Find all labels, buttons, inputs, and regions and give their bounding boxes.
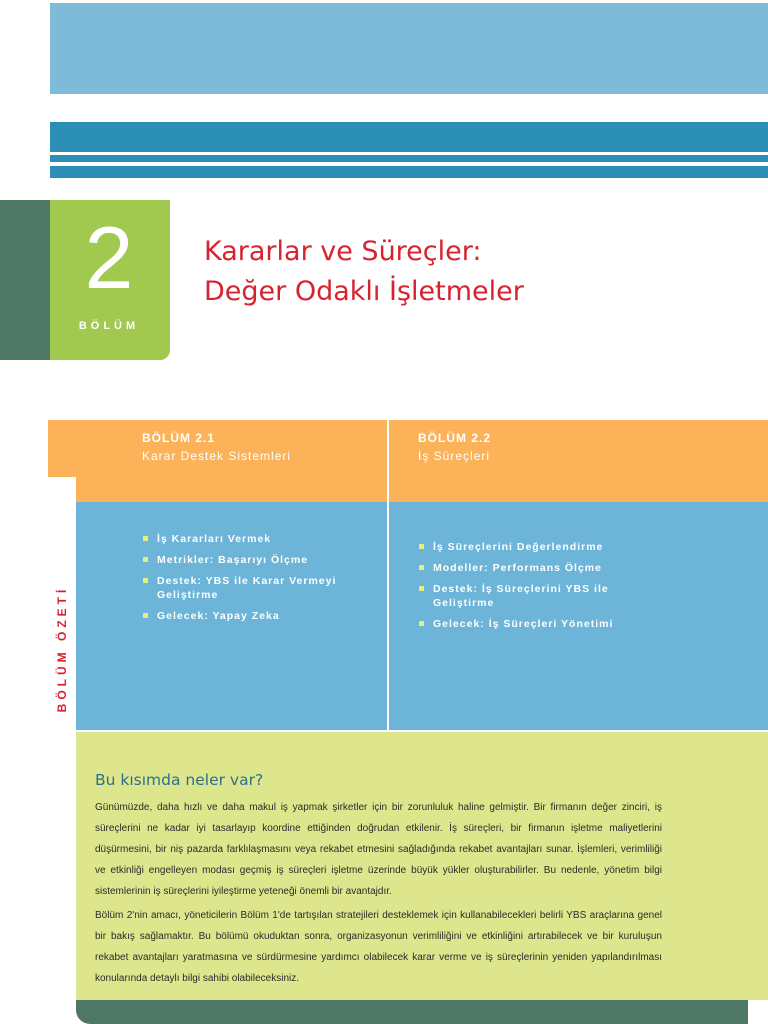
intro-paragraph: Günümüzde, daha hızlı ve daha makul iş yapmak şirketler için bir zorunluluk haline gelmiştir. Bir firmanın değer zinciri, iş süreçlerini ne kadar iyi tasarlayıp koordine ettiğinden doğrudan etkilenir. İş süreçleri, bir firmanın işletme maliyetlerini düşürmesini, bir niş pazarda farklılaşmasını veya rekabet etmesini sağladığında rekabet avantajları sunar. İşlemleri, verimliliği ve etkinliği engelleyen modası geçmiş iş süreçleri işletme üzerinde büyük yükler oluşturabilirler. Bu nedenle, yönetim bilgi sistemlerinin iş süreçlerini iyileştirme yeteneği önemli bir avantajdır. bbox=[95, 802, 662, 897]
bullet-icon bbox=[419, 565, 424, 570]
chapter-label: BÖLÜM bbox=[78, 320, 140, 332]
header-band bbox=[50, 3, 768, 94]
list-item: İş Kararları Vermek bbox=[143, 532, 358, 546]
list-item: Gelecek: Yapay Zeka bbox=[143, 609, 358, 623]
section-2-1-header bbox=[142, 429, 291, 465]
footer-gap bbox=[748, 1000, 768, 1024]
list-item: Destek: YBS ile Karar Vermeyi Geliştirme bbox=[143, 574, 358, 602]
list-item: İş Süreçlerini Değerlendirme bbox=[419, 540, 629, 554]
chapter-title-line: Kararlar ve Süreçler: bbox=[204, 236, 482, 267]
bullet-icon bbox=[143, 557, 148, 562]
bullet-icon bbox=[143, 578, 148, 583]
footer-bar bbox=[76, 1000, 748, 1024]
bullet-icon bbox=[143, 613, 148, 618]
bullet-icon bbox=[419, 621, 424, 626]
bullet-icon bbox=[419, 544, 424, 549]
column-divider bbox=[387, 420, 389, 730]
intro-heading: Bu kısımda neler var? bbox=[95, 771, 264, 789]
chapter-title bbox=[204, 232, 744, 312]
section-number: BÖLÜM 2.1 bbox=[142, 431, 216, 445]
section-2-2-header bbox=[418, 429, 491, 465]
section-number: BÖLÜM 2.2 bbox=[418, 431, 492, 445]
summary-side-strip bbox=[48, 477, 76, 502]
header-stripe bbox=[50, 122, 768, 152]
bullet-icon bbox=[143, 536, 148, 541]
chapter-number: 2 bbox=[84, 208, 134, 307]
list-item: Modeller: Performans Ölçme bbox=[419, 561, 629, 575]
summary-side-label bbox=[48, 580, 76, 720]
summary-side-label-text: BÖLÜM ÖZETİ bbox=[55, 585, 69, 713]
list-item: Metrikler: Başarıyı Ölçme bbox=[143, 553, 358, 567]
header-stripe bbox=[50, 155, 768, 162]
intro-paragraph: Bölüm 2'nin amacı, yöneticilerin Bölüm 1'de tartışılan stratejileri desteklemek için kullanabilecekleri belirli YBS araçlarına genel bir bakış sağlamaktır. Bu bölümü okuduktan sonra, organizasyonun verimliliğini ve etkinliğini artırabilecek ve bir kuruluşun rekabet avantajları yaratmasına ve sürdürmesine yardımcı olabilecek karar verme ve iş süreçlerinin yeniden yapılandırılması konularında detaylı bilgi sahibi olabileceksiniz. bbox=[95, 910, 662, 984]
chapter-title-line: Değer Odaklı İşletmeler bbox=[204, 276, 524, 307]
list-item: Gelecek: İş Süreçleri Yönetimi bbox=[419, 617, 629, 631]
section-2-2-topics bbox=[419, 540, 629, 638]
bullet-icon bbox=[419, 586, 424, 591]
section-2-1-topics bbox=[143, 532, 358, 630]
list-item: Destek: İş Süreçlerini YBS ile Geliştirme bbox=[419, 582, 629, 610]
section-title: İş Süreçleri bbox=[418, 449, 491, 463]
header-stripe bbox=[50, 166, 768, 178]
chapter-badge-edge bbox=[0, 200, 50, 360]
section-title: Karar Destek Sistemleri bbox=[142, 449, 292, 463]
